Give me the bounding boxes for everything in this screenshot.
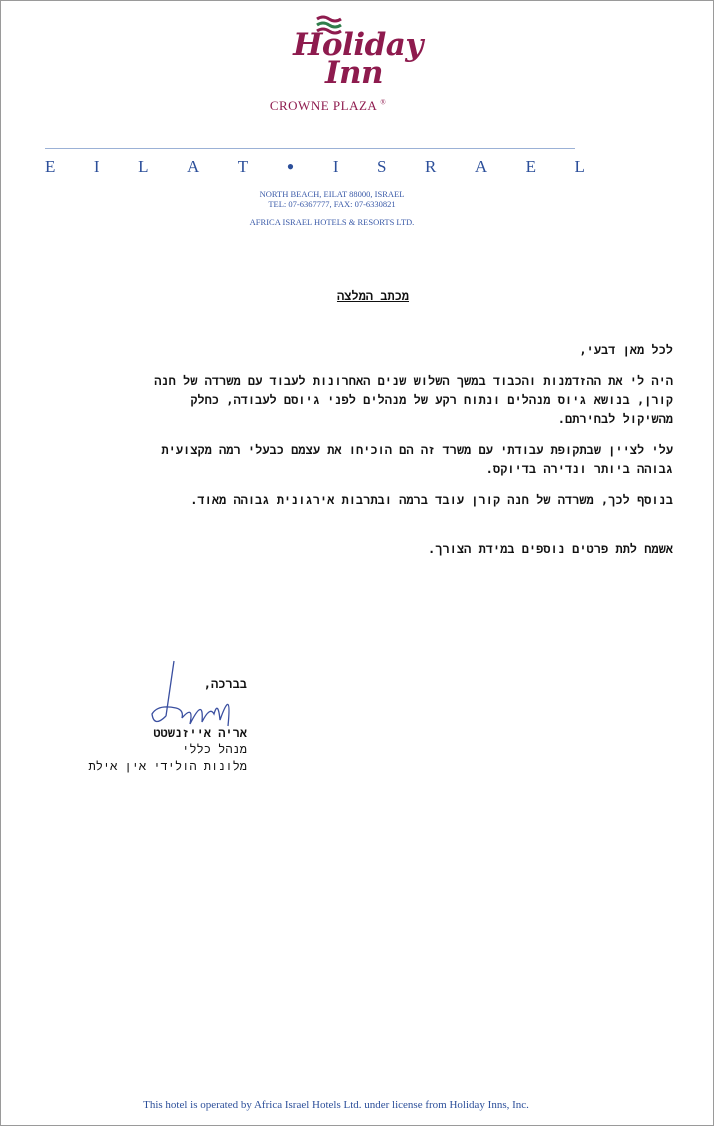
paragraph-2-line-2: גבוהה ביותר ונדירה בדיוקס. [485, 462, 673, 476]
paragraph-1-line-1: היה לי את ההזדמנות והכבוד במשך השלוש שנים האחרונות לעבוד עם משרדה של חנה [154, 374, 673, 388]
city-letter: T [237, 157, 249, 176]
company-name: AFRICA ISRAEL HOTELS & RESORTS LTD. [249, 217, 415, 227]
city-letter: S [377, 157, 387, 176]
city-letter: R [424, 157, 437, 176]
city-letter: L [574, 157, 585, 176]
crowne-plaza-label [1, 98, 655, 114]
holiday-inn-logo [1, 27, 714, 91]
paragraph-2-line-1: עלי לציין שבתקופת עבודתי עם משרד זה הם הוכיחו את עצמם כבעלי רמה מקצועית [161, 443, 673, 457]
signer-title: מנהל כללי [182, 742, 247, 756]
city-letter: I [93, 157, 100, 176]
paragraph-3: בנוסף לכך, משרדה של חנה קורן עובד ברמה ובתרבות אירגונית גבוהה מאוד. [190, 493, 673, 507]
city-letter: A [474, 157, 488, 176]
city-letter: E [525, 157, 536, 176]
greeting: לכל מאן דבעי, [579, 343, 673, 357]
footer-license-note: This hotel is operated by Africa Israel Hotels Ltd. under license from Holiday Inns, Inc. [143, 1099, 529, 1111]
closing: בברכה, [203, 677, 247, 691]
contact-line: TEL: 07-6367777, FAX: 07-6330821 [268, 199, 396, 209]
paragraph-1-line-3: מהשיקול לבחירתם. [557, 412, 673, 426]
registered-mark: ® [380, 98, 387, 107]
hotel-address [237, 189, 427, 227]
signer-name: אריה אייזנשטט [153, 726, 247, 740]
sub-brand-text: CROWNE PLAZA [269, 98, 377, 113]
city-letter: A [186, 157, 200, 176]
city-letter: L [138, 157, 149, 176]
header-divider [45, 148, 575, 149]
city-letter: I [332, 157, 339, 176]
paragraph-4: אשמח לתת פרטים נוספים במידת הצורך. [428, 542, 673, 556]
city-letter: E [45, 157, 56, 176]
bullet-separator: • [286, 154, 295, 179]
city-banner [45, 154, 585, 180]
letter-title: מכתב המלצה [336, 289, 410, 303]
paragraph-1-line-2: קורן, בנושא גיוס מנהלים ונתוח רקע של מנהלים לפני גיוסם לעבודה, כחלק [190, 393, 673, 407]
brand-word-inn: Inn [324, 55, 384, 91]
address-line: NORTH BEACH, EILAT 88000, ISRAEL [259, 189, 405, 199]
signer-organization: מלונות הולידי אין אילת [88, 759, 247, 773]
handwritten-signature [144, 656, 254, 736]
brand-word-holiday: Holiday [293, 27, 423, 63]
